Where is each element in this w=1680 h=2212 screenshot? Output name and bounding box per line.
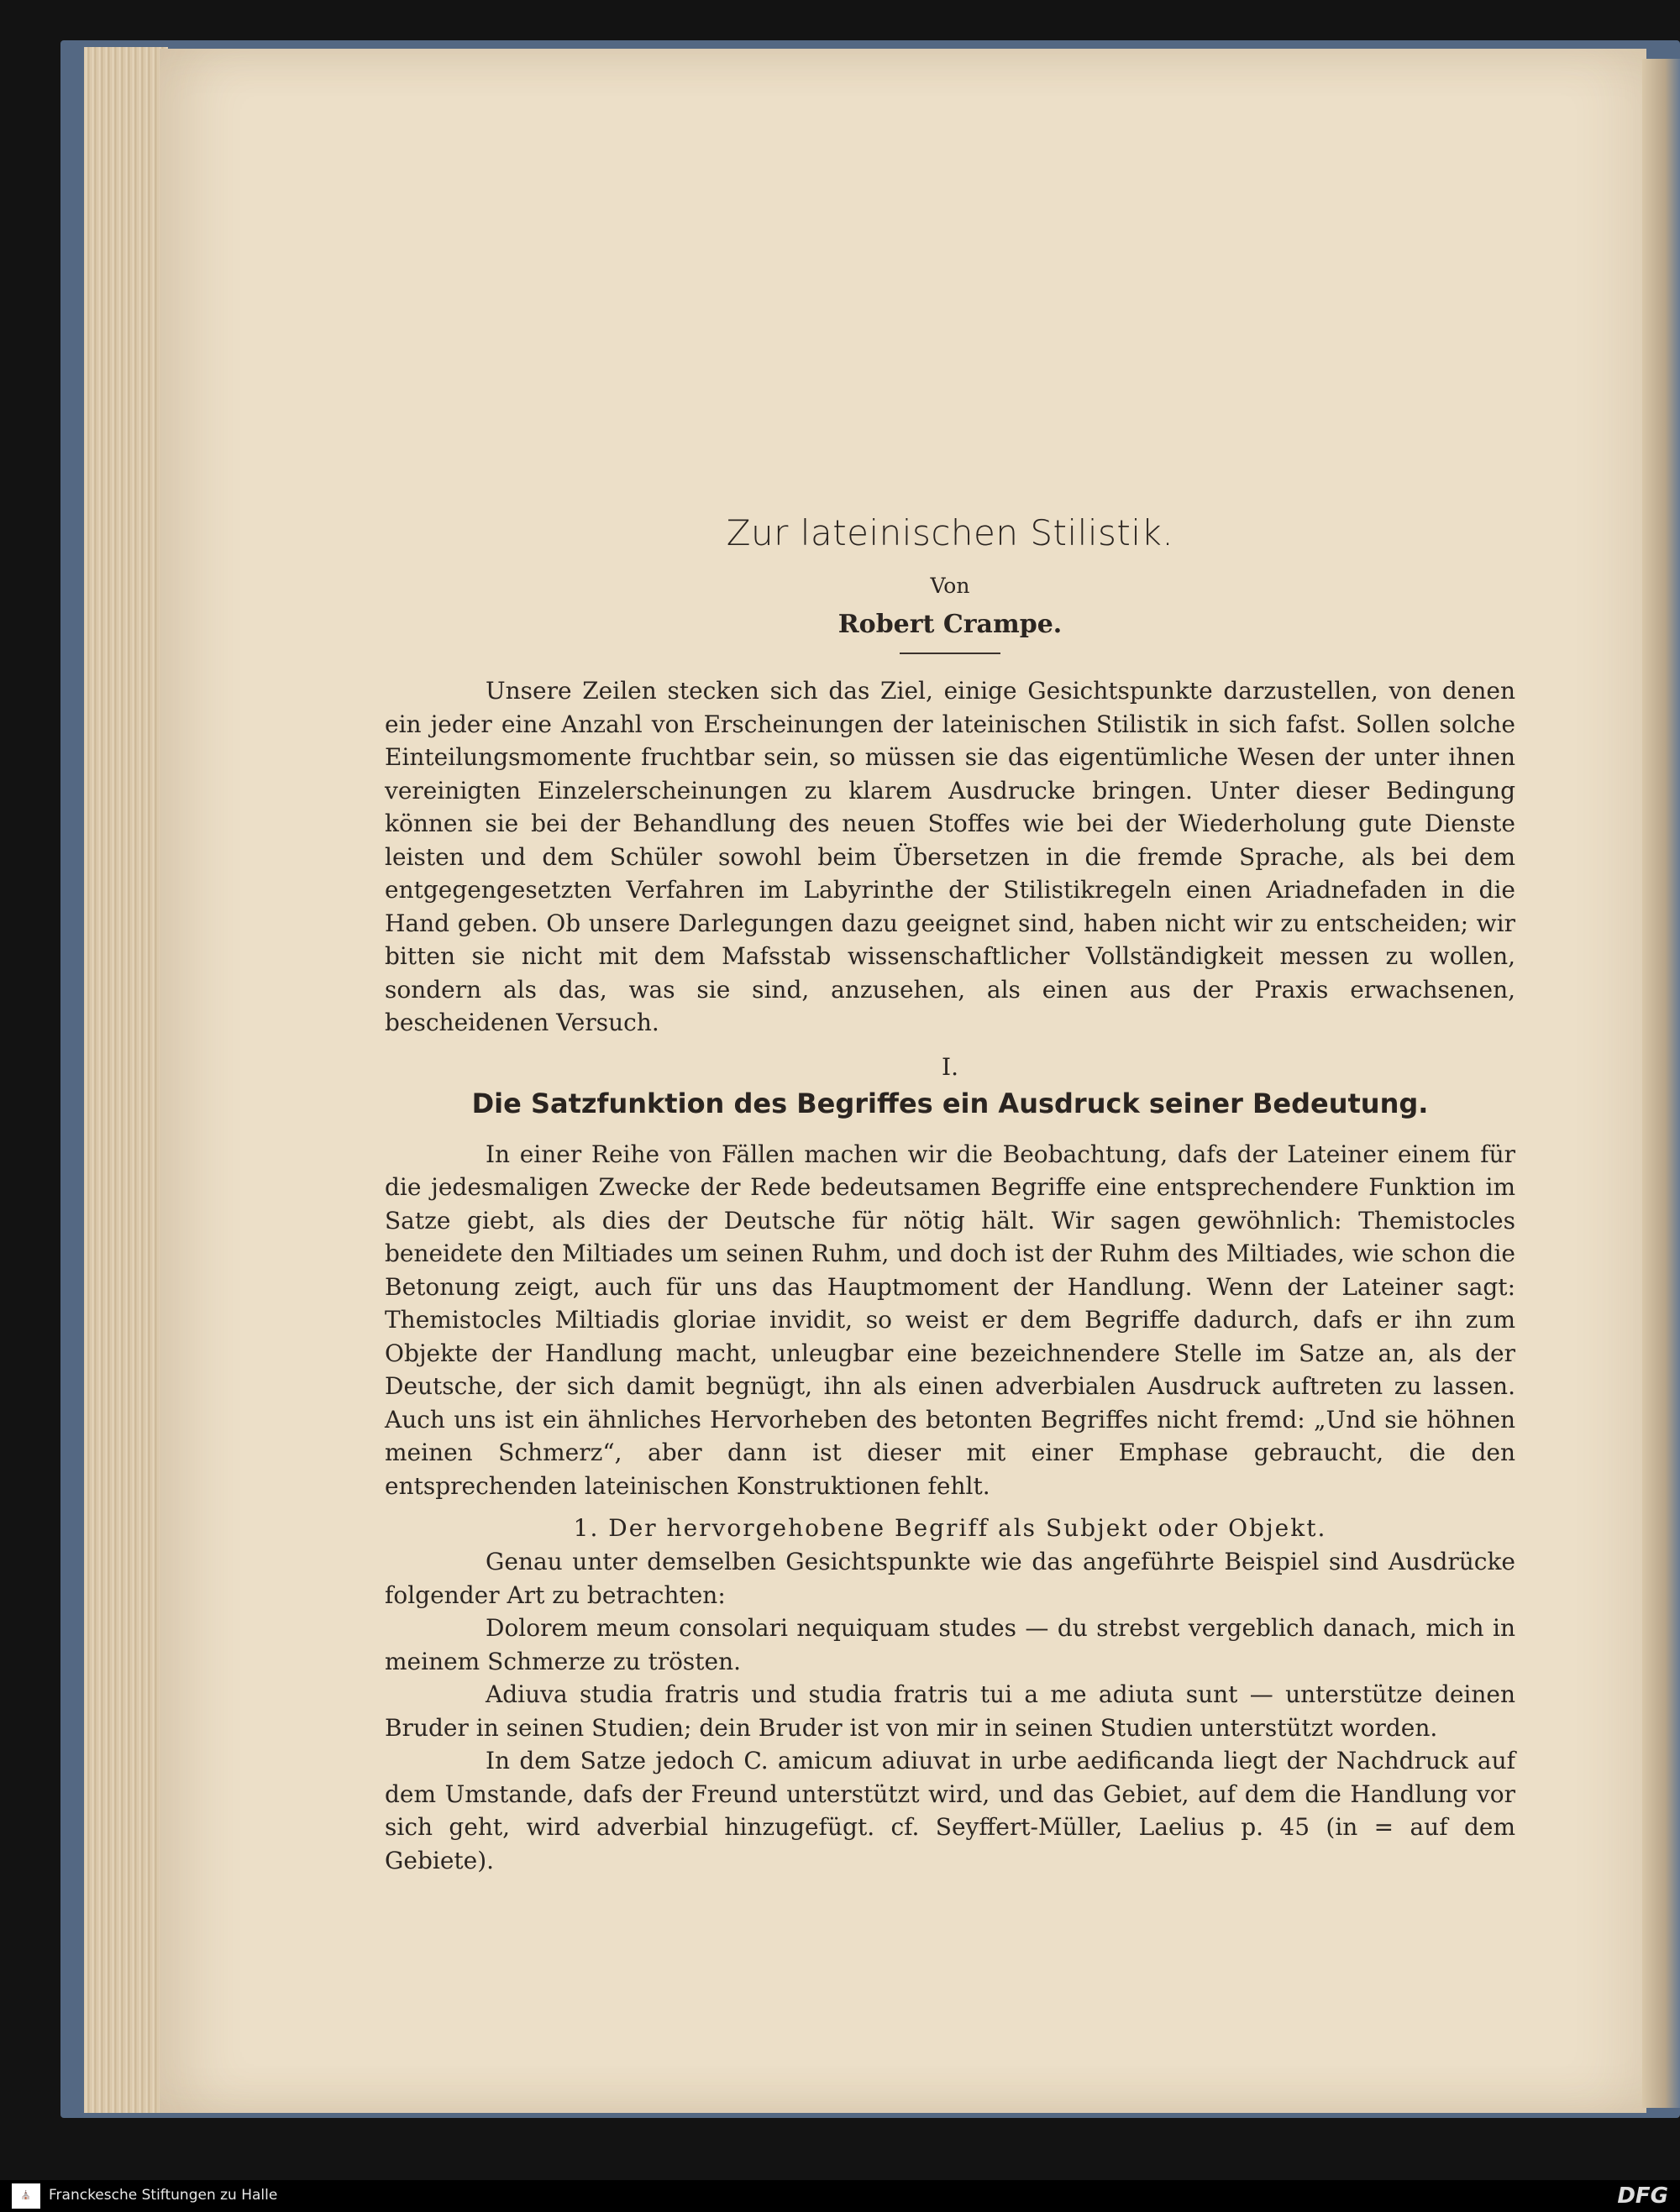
author-name: Robert Crampe. [837,610,1063,639]
paragraph-4: In dem Satze jedoch C. amicum adiuvat in urbe aedificanda liegt der Nachdruck auf dem Umstande, dafs der Freund unterstützt wird, und das Gebiet, auf dem die Handlung vor sich geht, wird adverbial hinzugefügt. cf. Seyffert-Müller, Laelius p. 45 (in = auf dem Gebiete). [385,1747,1515,1874]
byline: Von [930,574,970,598]
paragraph-2: Dolorem meum consolari nequiquam studes — du strebst vergeblich danach, mich in meinem Schmerze zu trösten. [385,1614,1515,1675]
page-content [385,512,1515,1877]
section-paragraph: In einer Reihe von Fällen machen wir die Beobachtung, dafs der Lateiner einem für die jedesmaligen Zwecke der Rede bedeutsamen Begriffe eine entsprechendere Funktion im Satze giebt, als dies der Deutsche für nötig hält. Wir sagen gewöhnlich: Themistocles beneidete den Miltiades um seinen Ruhm, und doch ist der Ruhm des Miltiades, wie schon die Betonung zeigt, auch für uns das Hauptmoment der Handlung. Wenn der Lateiner sagt: Themistocles Miltiadis gloriae invidit, so weist er dem Begriffe dadurch, dafs er ihn zum Objekte der Handlung macht, unleugbar eine bezeichnendere Stelle im Satze an, als der Deutsche, der sich damit begnügt, ihn als einen adverbialen Ausdruck auftreten zu lassen. Auch uns ist ein ähnliches Hervorheben des betonten Begriffes nicht fremd: „Und sie höhnen meinen Schmerz“, aber dann ist dieser mit einer Emphase gebraucht, die den entsprechenden lateinischen Konstruktionen fehlt. [385,1140,1515,1500]
subsection-title: 1. Der hervorgehobene Begriff als Subjekt oder Objekt. [573,1514,1327,1542]
title-divider [900,653,1000,654]
dfg-logo: DFG [1617,2183,1668,2209]
section-number: I. [942,1052,958,1081]
paragraph-1: Genau unter demselben Gesichtspunkte wie das angeführte Beispiel sind Ausdrücke folgender Art zu betrachten: [385,1548,1515,1609]
institution-name: Franckesche Stiftungen zu Halle [49,2187,278,2204]
page-right-edge [1642,59,1680,2108]
paragraph-3: Adiuva studia fratris und studia fratris tui a me adiuta sunt — unterstütze deinen Bruder in seinen Studien; dein Bruder ist von mir in seinen Studien unterstützt worden. [385,1680,1515,1742]
viewer-footer [0,2180,1680,2212]
institution-logo-icon: ⛪ [12,2183,40,2209]
article-title: Zur lateinischen Stilistik. [726,512,1174,553]
page-edges [84,47,168,2113]
section-title: Die Satzfunktion des Begriffes ein Ausdruck seiner Bedeutung. [471,1087,1429,1119]
intro-paragraph: Unsere Zeilen stecken sich das Ziel, einige Gesichtspunkte darzustellen, von denen ein jeder eine Anzahl von Erscheinungen der lateinischen Stilistik in sich fafst. Sollen solche Einteilungsmomente fruchtbar sein, so müssen sie das eigentümliche Wesen der unter ihnen vereinigten Einzelerscheinungen zu klarem Ausdrucke bringen. Unter dieser Bedingung können sie bei der Behandlung des neuen Stoffes wie bei der Wiederholung gute Dienste leisten und dem Schüler sowohl beim Übersetzen in die fremde Sprache, als bei dem entgegengesetzten Verfahren im Labyrinthe der Stilistikregeln einen Ariadnefaden in die Hand geben. Ob unsere Darlegungen dazu geeignet sind, haben nicht wir zu entscheiden; wir bitten sie nicht mit dem Mafsstab wissenschaftlicher Vollständigkeit messen zu wollen, sondern als das, was sie sind, anzusehen, als einen aus der Praxis erwachsenen, bescheidenen Versuch. [385,677,1515,1036]
